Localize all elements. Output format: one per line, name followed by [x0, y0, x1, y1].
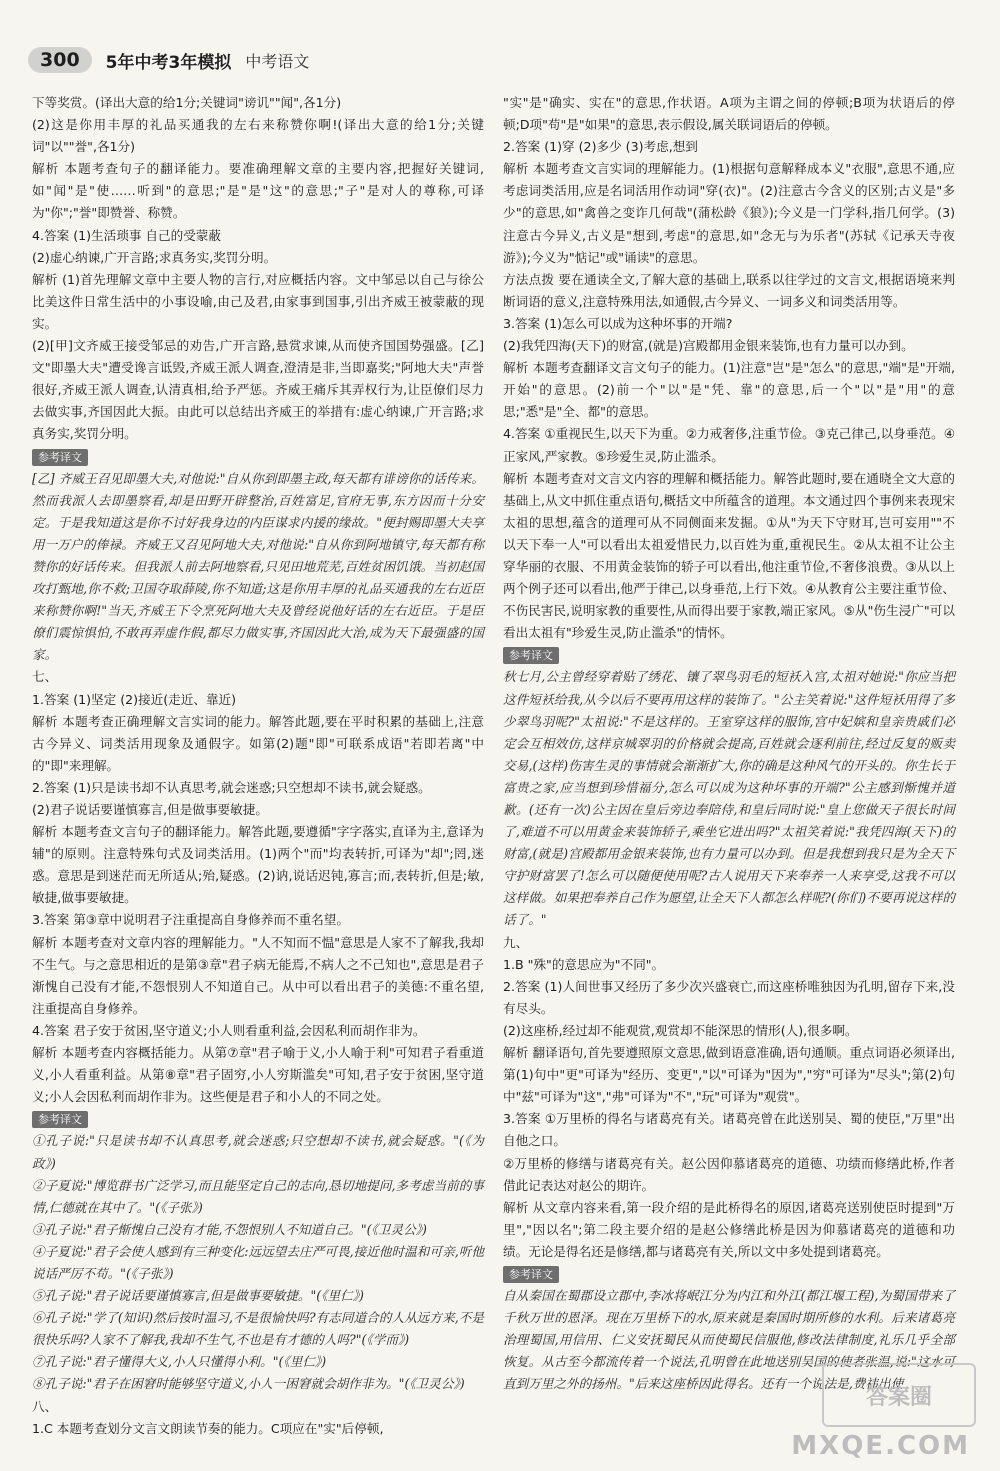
watermark-stamp: 答案圈 — [822, 1363, 976, 1427]
answer-paragraph: 4.答案 (1)生活琐事 自己的受蒙蔽 — [32, 227, 221, 243]
paragraph-block — [503, 158, 955, 268]
paragraph-block — [32, 247, 484, 269]
answer-paragraph: 2.答案 (1)人间世事又经历了多少次兴盛衰亡,而这座桥唯独因为孔明,留存下来,没有尽头。 — [503, 978, 955, 1016]
answer-paragraph: (2)这是你用丰厚的礼品买通我的左右来称赞你啊!(译出大意的给1分;关键词"以""誉",各1分) — [32, 117, 484, 155]
reference-translation-label: 参考译文 — [503, 1266, 559, 1283]
answer-paragraph: (2)君子说话要谨慎寡言,但是做事要敏捷。 — [32, 802, 268, 817]
left-column — [32, 92, 484, 1440]
translation-paragraph: [乙] 齐威王召见即墨大夫,对他说:"自从你到即墨主政,每天都有诽谤你的话传来。然而我派人去即墨察看,却是田野开辟整治,百姓富足,官府无事,东方因而十分安定。于是我知道这是你不讨好我身边的内臣谋求内援的缘故。"便封赐即墨大夫享用一万户的俸禄。齐威王又召见阿地大夫,对他说:"自从你到阿地镇守,每天都有称赞你的好话传来。但我派人前去阿地察看,只见田地荒芜,百姓贫困饥饿。当初赵国攻打甄地,你不救;卫国夺取薛陵,你不知道;这是你用丰厚的礼品买通我的左右近臣来称赞你啊!"当天,齐威王下令烹死阿地大夫及曾经说他好话的左右近臣。于是臣僚们震惊惧怕,不敢再弄虚作假,都尽力做实事,齐国因此大治,成为天下最强盛的国家。 — [32, 470, 484, 663]
paragraph-block — [503, 1020, 955, 1042]
paragraph-block — [32, 1396, 484, 1418]
paragraph-block — [32, 909, 484, 931]
paragraph-block — [32, 225, 484, 247]
answer-paragraph: 2.答案 (1)只是读书却不认真思考,就会迷惑;只空想却不读书,就会疑惑。 — [32, 779, 431, 795]
paragraph-block — [32, 1175, 484, 1219]
paragraph-block — [32, 1130, 484, 1174]
paragraph-block — [32, 1020, 484, 1042]
subject-title: 中考语文 — [245, 51, 310, 71]
answer-paragraph: 解析 (1)首先理解文章中主要人物的言行,对应概括内容。文中邹忌以自己与徐公比美这件日常生活中的小事设喻,由己及君,由家事到国事,引出齐威王被蒙蔽的现实。 — [32, 271, 484, 331]
paragraph-block — [32, 158, 484, 224]
paragraph-block — [503, 666, 955, 931]
paragraph-block — [503, 423, 955, 467]
paragraph-block — [503, 1108, 955, 1152]
paragraph-block — [32, 269, 484, 335]
translation-paragraph: ⑤孔子说:"君子说话要谨慎寡言,但是做事要敏捷。"(《里仁》) — [32, 1288, 364, 1304]
answer-paragraph: 3.答案 第③章中说明君子注重提高自身修养而不重名望。 — [32, 912, 349, 928]
translation-paragraph: ①孔子说:"只是读书却不认真思考,就会迷惑;只空想却不读书,就会疑惑。"(《为政》) — [32, 1133, 484, 1171]
paragraph-block — [503, 313, 955, 335]
answer-paragraph: 方法点拨 要在通读全文,了解大意的基础上,联系以往学过的文言文,根据语境来判断词语的意义,注意特殊用法,如通假,古今异义、一词多义和词类活用等。 — [503, 271, 955, 309]
answer-paragraph: 解析 从文章内容来看,第一段介绍的是此桥得名的原因,诸葛亮送别使臣时提到"万里","因以名";第二段主要介绍的是赵公修缮此桥是因为仰慕诸葛亮的道德和功绩。无论是得名还是修缮,都与诸葛亮有关,所以文中多处提到诸葛亮。 — [503, 1199, 955, 1259]
paragraph-block — [32, 932, 484, 1020]
answer-paragraph: 1.C 本题考查划分文言文朗读节奏的能力。C项应在"实"后停顿, — [32, 1420, 384, 1436]
answer-paragraph: (2)[甲]文齐威王接受邹忌的劝告,广开言路,悬赏求谏,从而使齐国国势强盛。[乙]文"即墨大夫"遭受谗言诋毁,齐威王派人调查,澄清是非,当即嘉奖;"阿地大夫"声誉很好,齐威王派人调查,认清真相,给予严惩。齐威王痛斥其弄权行为,让臣僚们尽力去做实事,齐国因此大振。由此可以总结出齐威王的举措有:虚心纳谏,广开言路;求真务实,奖罚分明。 — [32, 338, 484, 442]
paragraph-block — [32, 821, 484, 909]
translation-paragraph: ⑦孔子说:"君子懂得大义,小人只懂得小利。"(《里仁》) — [32, 1354, 327, 1370]
book-title: 5年中考3年模拟 — [105, 52, 232, 73]
answer-paragraph: 4.答案 君子安于贫困,坚守道义;小人则看重利益,会因私利而胡作非为。 — [32, 1022, 426, 1038]
answer-paragraph: 解析 本题考查文言实词的理解能力。(1)根据句意解释成本义"衣服",意思不通,应考虑词类活用,应是名词活用作动词"穿(衣)"。(2)注意古今含义的区别;古义是"多少"的意思,如"禽兽之变诈几何哉"(蒲松龄《狼》);今义是一门学科,指几何学。(3)注意古今异义,古义是"想到,考虑"的意思,如"念无与为乐者"(苏轼《记承天寺夜游》);今义为"惦记"或"诵读"的意思。 — [503, 161, 955, 265]
paragraph-block — [503, 335, 955, 357]
answer-paragraph: 解析 本题考查对文章内容的理解能力。"人不知而不愠"意思是人家不了解我,我却不生气。与之意思相近的是第③章"君子病无能焉,不病人之不己知也",意思是君子渐愧自己没有才能,不怨恨别人不知道自己。从中可以看出君子的美德:不重名望,注重提高自身修养。 — [32, 934, 484, 1016]
paragraph-block — [32, 777, 484, 799]
answer-paragraph: ②万里桥的修缮与诸葛亮有关。赵公因仰慕诸葛亮的道德、功绩而修缮此桥,作者借此记表达对赵公的期许。 — [503, 1155, 955, 1193]
answer-paragraph: 下等奖赏。(译出大意的给1分;关键词"谤讥""闻",各1分) — [32, 95, 342, 110]
paragraph-block — [503, 1153, 955, 1197]
translation-paragraph: ⑧孔子说:"君子在困窘时能够坚守道义,小人一困窘就会胡作非为。"(《卫灵公》) — [32, 1376, 465, 1392]
answer-paragraph: 八、 — [32, 1398, 58, 1414]
reference-translation-label: 参考译文 — [503, 647, 559, 664]
paragraph-block — [503, 357, 955, 423]
answer-paragraph: 解析 本题考查文言句子的翻译能力。解答此题,要遵循"字字落实,直译为主,意译为辅"的原则。注意特殊句式及词类活用。(1)两个"而"均表转折,可译为"却";罔,迷惑。意思是到迷茫而无所适从;殆,疑惑。(2)讷,说话迟钝,寡言;而,表转折,但是;敏,敏捷,做事要敏捷。 — [32, 824, 484, 906]
answer-paragraph: 1.B "殊"的意思应为"不同"。 — [503, 956, 665, 972]
answer-paragraph: 解析 本题考查句子的翻译能力。要准确理解文章的主要内容,把握好关键词,如"闻"是"使……听到"的意思;"是"是"这"的意思;"子"是对人的尊称,可译为"你";"誉"即赞誉、称赞。 — [32, 161, 484, 221]
paragraph-block — [32, 1219, 484, 1241]
translation-paragraph: ③孔子说:"君子惭愧自己没有才能,不怨恨别人不知道自己。"(《卫灵公》) — [32, 1221, 427, 1237]
answer-paragraph: 解析 翻译语句,首先要遵照原文意思,做到语意准确,语句通顺。重点词语必须译出,第(1)句中"更"可译为"经历、变更","以"可译为"因为","穷"可译为"尽头";第(2)句中"兹"可译为"这","弗"可译为"不","玩"可译为"观赏"。 — [503, 1045, 955, 1105]
reference-translation-label: 参考译文 — [32, 449, 88, 466]
label-row — [32, 446, 484, 468]
paragraph-block — [32, 711, 484, 777]
paragraph-block — [503, 954, 955, 976]
paragraph-block — [503, 136, 955, 158]
paragraph-block — [503, 932, 955, 954]
paragraph-block — [32, 1241, 484, 1285]
translation-paragraph: ④子夏说:"君子会使人感到有三种变化:远远望去庄严可畏,接近他时温和可亲,听他说话严厉不苟。"(《子张》) — [32, 1243, 484, 1281]
reference-translation-label: 参考译文 — [32, 1111, 88, 1128]
answer-paragraph: 3.答案 ①万里桥的得名与诸葛亮有关。诸葛亮曾在此送别吴、蜀的使臣,"万里"出自他之口。 — [503, 1111, 955, 1149]
page-header — [28, 40, 309, 80]
right-column — [503, 92, 955, 1396]
paragraph-block — [503, 1042, 955, 1108]
paragraph-block — [32, 114, 484, 158]
paragraph-block — [32, 92, 484, 114]
paragraph-block — [32, 799, 484, 821]
paragraph-block — [32, 1351, 484, 1373]
page-number: 300 — [28, 47, 92, 73]
answer-paragraph: 2.答案 (1)穿 (2)多少 (3)考虑,想到 — [503, 139, 698, 155]
answer-paragraph: 九、 — [503, 934, 529, 950]
answer-paragraph: 1.答案 (1)坚定 (2)接近(走近、靠近) — [32, 691, 237, 707]
paragraph-block — [503, 269, 955, 313]
answer-paragraph: "实"是"确实、实在"的意思,作状语。A项为主谓之间的停顿;B项为状语后的停顿;D项"苟"是"如果"的意思,表示假设,属关联词语后的停顿。 — [503, 95, 955, 133]
answer-paragraph: 解析 本题考查翻译文言文句子的能力。(1)注意"岂"是"怎么"的意思,"端"是"开端,开始"的意思。(2)前一个"以"是"凭、靠"的意思,后一个"以"是"用"的意思;"悉"是"全、都"的意思。 — [503, 360, 955, 420]
answer-paragraph: (2)这座桥,经过却不能观赏,观赏却不能深思的情形(人),很多啊。 — [503, 1022, 858, 1038]
paragraph-block — [503, 976, 955, 1020]
watermark-site: MXQE.COM — [791, 1431, 970, 1461]
translation-paragraph: 自从秦国在蜀郡设立郡中,李冰将岷江分为内江和外江(都江堰工程),为蜀国带来了千秋万世的恩泽。现在万里桥下的水,原来就是秦国时期所修的水利。后来诸葛亮治理蜀国,用信用、仁义安抚蜀民从而使蜀民信服他,修改法律制度,礼乐几乎全部恢复。从古至今都流传着一个说法,孔明曾在此地送别吴国的使者张温,说:"这水可直到万里之外的扬州。"后来这座桥因此得名。还有一个说法是,费祎出使 — [503, 1288, 955, 1392]
paragraph-block — [32, 1307, 484, 1351]
paragraph-block — [32, 1418, 484, 1440]
answer-paragraph: 3.答案 (1)怎么可以成为这种坏事的开端? — [503, 315, 733, 331]
answer-paragraph: 七、 — [32, 669, 58, 685]
paragraph-block — [503, 1197, 955, 1263]
label-row — [32, 1108, 484, 1130]
paragraph-block — [503, 92, 955, 136]
translation-paragraph: ⑥孔子说:"学了(知识)然后按时温习,不是很愉快吗?有志同道合的人从远方来,不是很快乐吗?人家不了解我,我却不生气,不也是有才德的人吗?"(《学而》) — [32, 1310, 484, 1348]
answer-paragraph: (2)我凭四海(天下)的财富,(就是)宫殿都用金银来装饰,也有力量可以办到。 — [503, 338, 914, 354]
paragraph-block — [32, 335, 484, 445]
translation-paragraph: ②子夏说:"博览群书广泛学习,而且能坚定自己的志向,恳切地提问,多考虑当前的事情,仁德就在其中了。"(《子张》) — [32, 1177, 484, 1215]
paragraph-block — [32, 1042, 484, 1108]
label-row — [503, 1263, 955, 1285]
answer-paragraph: 解析 本题考查内容概括能力。从第⑦章"君子喻于义,小人喻于利"可知君子看重道义,小人看重利益。从第⑧章"君子固穷,小人穷斯滥矣"可知,君子安于贫困,坚守道义;小人会因私利而胡作非为。这些便是君子和小人的不同之处。 — [32, 1045, 484, 1105]
paragraph-block — [32, 689, 484, 711]
label-row — [503, 644, 955, 666]
answer-paragraph: 解析 本题考查正确理解文言实词的能力。解答此题,要在平时积累的基础上,注意古今异义、词类活用现象及通假字。如第(2)题"即"可联系成语"若即若离"中的"即"来理解。 — [32, 713, 484, 773]
paragraph-block — [503, 468, 955, 645]
paragraph-block — [32, 1373, 484, 1395]
answer-paragraph: 4.答案 ①重视民生,以天下为重。②力戒奢侈,注重节俭。③克己律己,以身垂范。④正家风,严家教。⑤珍爱生灵,防止滥杀。 — [503, 426, 955, 464]
answer-paragraph: (2)虚心纳谏,广开言路;求真务实,奖罚分明。 — [32, 249, 277, 265]
paragraph-block — [32, 468, 484, 667]
translation-paragraph: 秋七月,公主曾经穿着贴了绣花、镶了翠鸟羽毛的短袄入宫,太祖对她说:"你应当把这件短袄给我,从今以后不要再用这样的装饰了。"公主笑着说:"这件短袄用得了多少翠鸟羽呢?"太祖说:"不是这样的。王室穿这样的服饰,宫中妃嫔和皇亲贵戚们必定会互相效仿,这样京城翠羽的价格就会提高,百姓就会逐利前往,经过反复的贩卖交易,(这样)伤害生灵的事情就会渐渐扩大,你的确是这种风气的开头的。你生长于富贵之家,应当想到珍惜福分,怎么可以成为这种坏事的开端?"公主感到惭愧并道歉。(还有一次)公主因在皇后旁边奉陪侍,和皇后同时说:"皇上您做天子很长时间了,难道不可以用黄金来装饰轿子,乘坐它进出吗?"太祖笑着说:"我凭四海(天下)的财富,(就是)宫殿都用金银来装饰,也有力量可以办到。但是我想到我只是为全天下守护财富罢了!怎么可以随便使用呢?古人说用天下来奉养一人来享受,这我不可以这样做。如果把奉养自己作为愿望,让全天下人都怎么样呢?(你们)不要再说这样的话了。" — [503, 669, 955, 928]
answer-paragraph: 解析 本题考查对文言文内容的理解和概括能力。解答此题时,要在通晓全文大意的基础上,从文中抓住重点语句,概括文中所蕴含的道理。本文通过四个事例来表现宋太祖的思想,蕴含的道理可从不同侧面来发掘。①从"为天下守财耳,岂可妄用""不以天下奉一人"可以看出太祖爱惜民力,以百姓为重,重视民生。②从太祖不让公主穿华丽的衣服、不用黄金装饰的轿子可以看出,他注重节俭,不奢侈浪费。③从以上两个例子还可以看出,他严于律己,以身垂范,上行下效。④从教育公主要注重节俭、不伤民害民,说明家教的重要性,从而得出要于家教,端正家风。⑤从"伤生浸广"可以看出太祖有"珍爱生灵,防止滥杀"的情怀。 — [503, 470, 955, 641]
paragraph-block — [32, 1285, 484, 1307]
paragraph-block — [32, 666, 484, 688]
